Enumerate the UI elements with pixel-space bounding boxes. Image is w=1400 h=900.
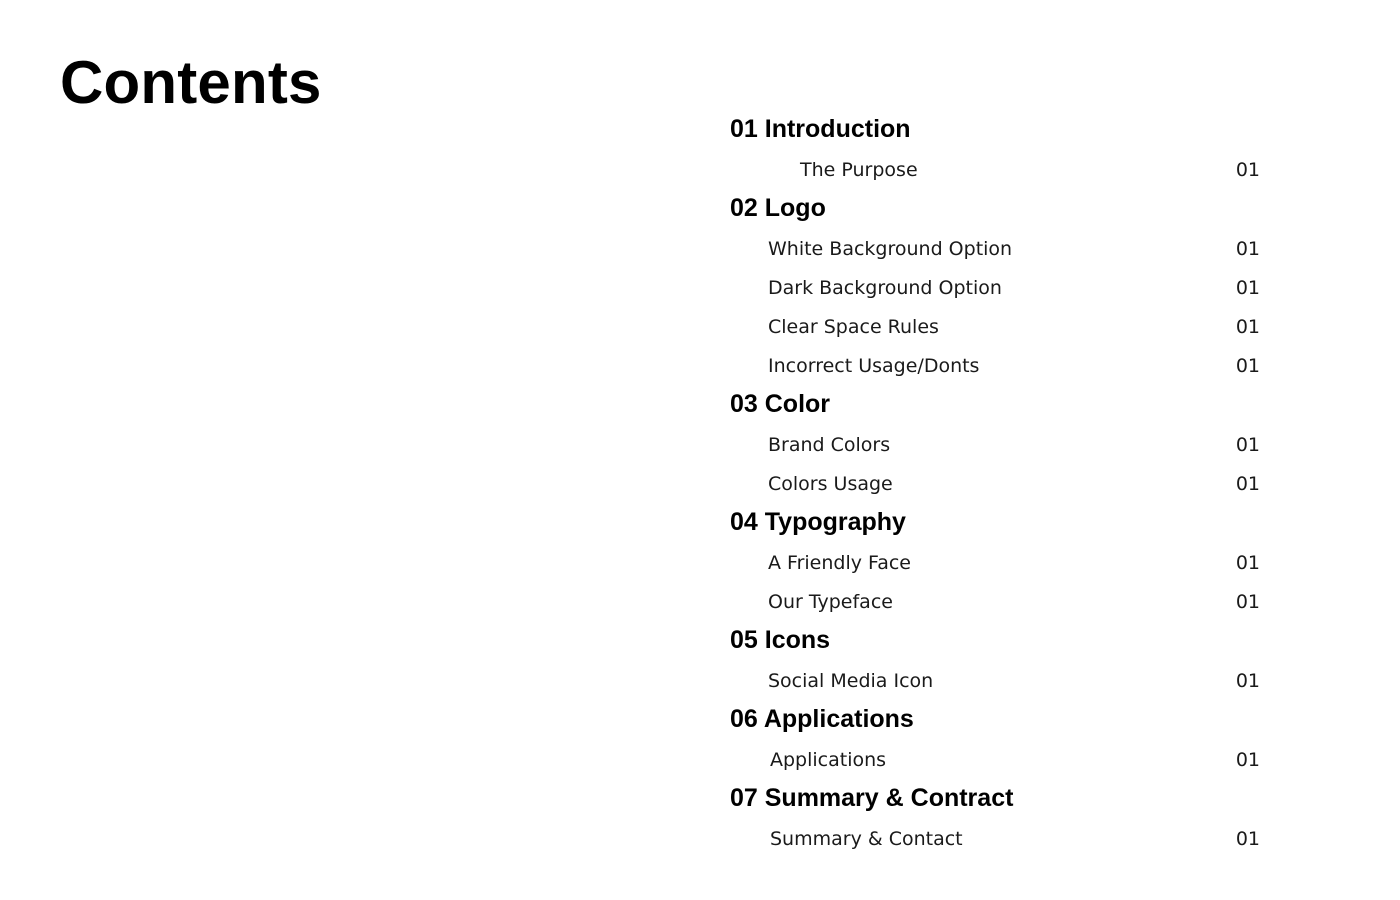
toc-entry[interactable] [730,268,1260,307]
toc-entry-label: Clear Space Rules [768,315,939,338]
toc-section-heading: 03 Color [730,390,831,418]
toc-entry[interactable] [730,819,1260,858]
toc-entry-page-number: 01 [1235,551,1260,574]
toc-section-introduction [730,110,1260,189]
toc-entry-label: The Purpose [800,158,918,181]
toc-entry-label: White Background Option [768,237,1013,260]
toc-section-heading: 06 Applications [730,705,914,733]
toc-entry-page-number: 01 [1235,433,1260,456]
toc-entry-label: Our Typeface [768,590,893,613]
toc-section-heading: 05 Icons [730,626,831,654]
toc-section-logo [730,189,1260,385]
toc-section-heading: 07 Summary & Contract [730,784,1014,812]
toc-entry[interactable] [730,740,1260,779]
toc-entry[interactable] [730,346,1260,385]
toc-entry-label: A Friendly Face [768,551,911,574]
toc-entry[interactable] [730,307,1260,346]
toc-entry-page-number: 01 [1235,669,1260,692]
toc-entry[interactable] [730,661,1260,700]
toc-section-heading: 02 Logo [730,194,826,222]
toc-entry-label: Applications [770,748,887,771]
toc-entry[interactable] [730,543,1260,582]
toc-entry-label: Brand Colors [768,433,891,456]
toc-section-heading: 01 Introduction [730,115,911,143]
toc-entry-page-number: 01 [1235,237,1260,260]
toc-entry-label: Social Media Icon [768,669,934,692]
toc-section-icons [730,621,1260,700]
toc-entry-page-number: 01 [1235,590,1260,613]
toc-entry-label: Summary & Contact [770,827,963,850]
toc-entry-page-number: 01 [1235,472,1260,495]
toc-entry-page-number: 01 [1235,276,1260,299]
toc-section-summary [730,779,1260,858]
toc-section-heading: 04 Typography [730,508,906,536]
toc-entry[interactable] [730,464,1260,503]
toc-entry-label: Colors Usage [768,472,893,495]
toc-entry-page-number: 01 [1235,315,1260,338]
toc-section-color [730,385,1260,503]
toc-entry[interactable] [730,582,1260,621]
toc-entry-page-number: 01 [1235,827,1260,850]
toc-section-applications [730,700,1260,779]
toc-entry-label: Dark Background Option [768,276,1002,299]
toc-entry-label: Incorrect Usage/Donts [768,354,980,377]
toc-entry-page-number: 01 [1235,158,1260,181]
toc-entry[interactable] [730,150,1260,189]
page-title: Contents [60,49,322,116]
table-of-contents [730,110,1260,858]
toc-entry-page-number: 01 [1235,748,1260,771]
toc-section-typography [730,503,1260,621]
toc-entry[interactable] [730,425,1260,464]
toc-entry[interactable] [730,229,1260,268]
toc-entry-page-number: 01 [1235,354,1260,377]
